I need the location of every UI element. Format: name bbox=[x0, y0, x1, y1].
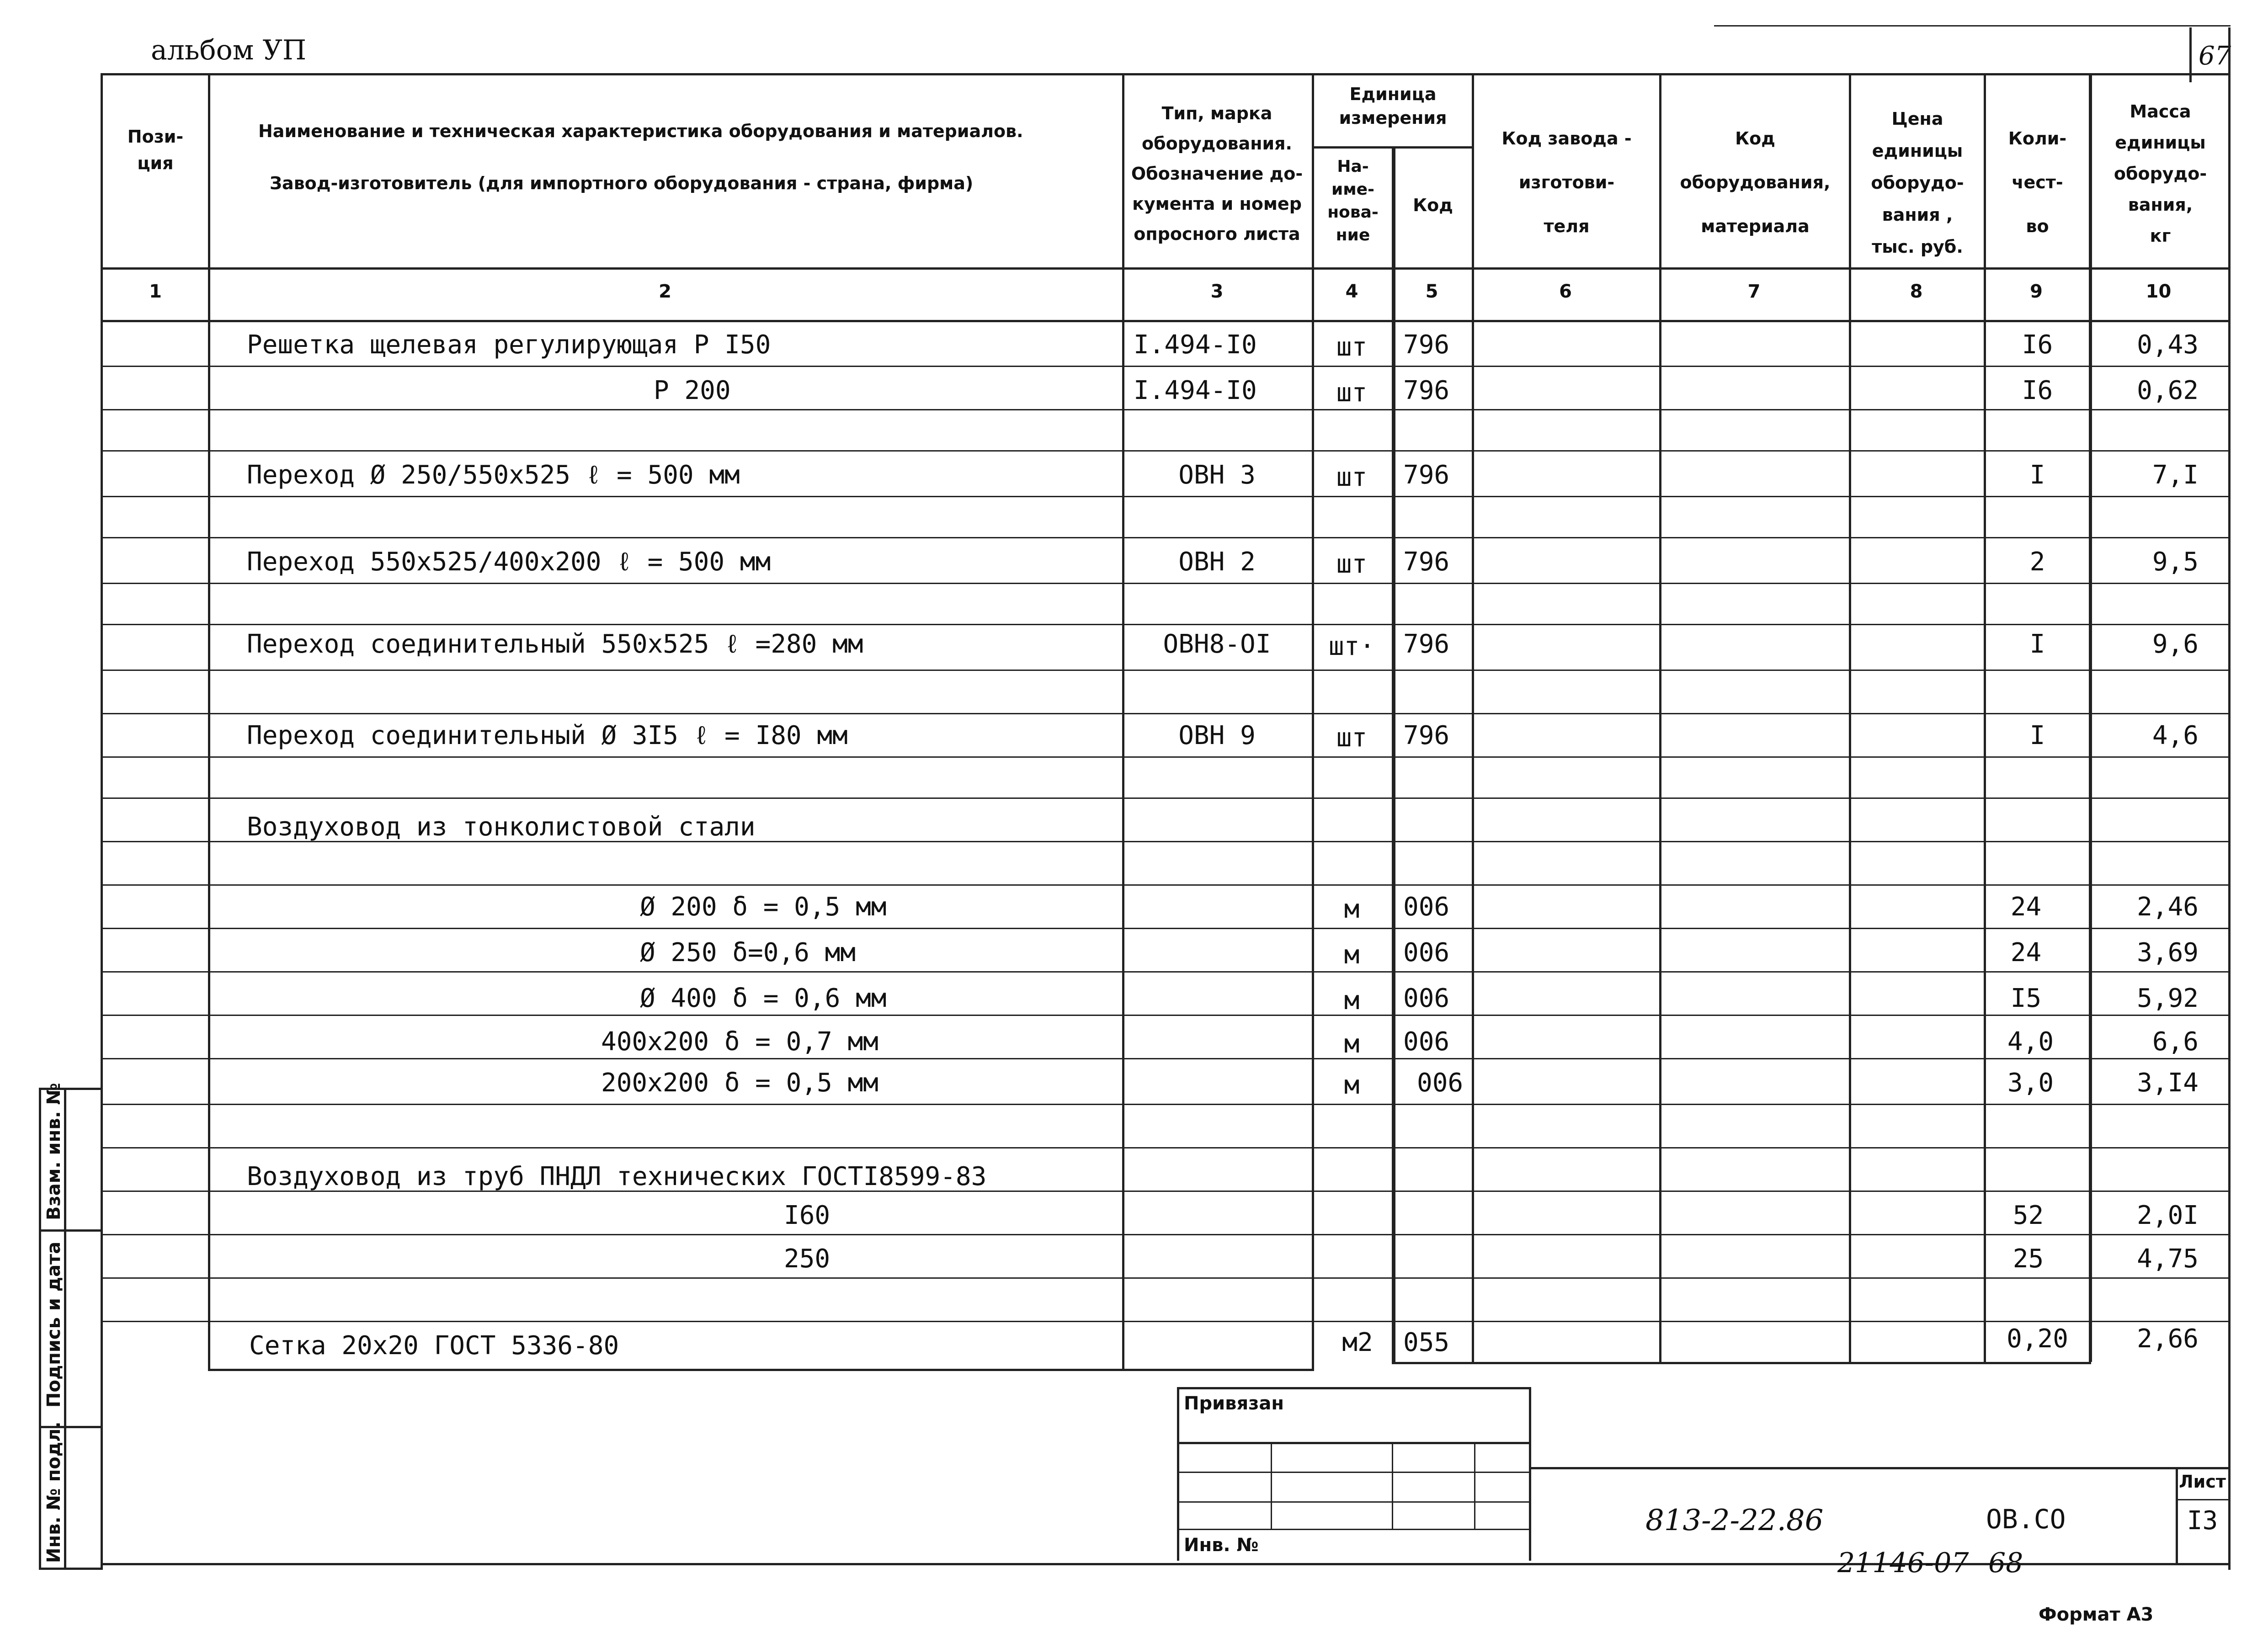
item-mass: 0,43 bbox=[2137, 330, 2199, 360]
item-name: Решетка щелевая регулирующая Р I50 bbox=[247, 330, 771, 360]
item-name: Ø 250 δ=0,6 мм bbox=[640, 938, 856, 968]
section-title: Воздуховод из труб ПНДЛ технических ГОСТI8599-83 bbox=[247, 1162, 987, 1191]
item-qty: I bbox=[2029, 629, 2045, 659]
item-mass: 3,69 bbox=[2137, 938, 2199, 968]
item-name: 400x200 δ = 0,7 мм bbox=[601, 1027, 878, 1057]
item-name: 200x200 δ = 0,5 мм bbox=[601, 1068, 878, 1098]
item-qty: 25 bbox=[2012, 1244, 2044, 1274]
header-name-line2: Завод-изготовитель (для импортного оборудования - страна, фирма) bbox=[270, 173, 974, 193]
item-qty: I bbox=[2029, 721, 2045, 750]
section-title: Воздуховод из тонколистовой стали bbox=[247, 812, 756, 842]
item-mass: 2,66 bbox=[2137, 1324, 2199, 1354]
item-code: 006 bbox=[1403, 1027, 1450, 1057]
item-qty: 4,0 bbox=[2007, 1027, 2054, 1057]
col-number: 8 bbox=[1910, 281, 1923, 302]
item-mass: 2,46 bbox=[2137, 892, 2199, 922]
item-code: 006 bbox=[1403, 983, 1450, 1013]
header-mass: Масса единицы оборудо- вания, кг bbox=[2114, 101, 2207, 246]
item-doc: ОВН 3 bbox=[1178, 460, 1256, 490]
item-code: 055 bbox=[1403, 1328, 1450, 1357]
item-name: Ø 400 δ = 0,6 мм bbox=[640, 983, 887, 1013]
item-name: Переход Ø 250/550x525 ℓ = 500 мм bbox=[247, 460, 740, 490]
item-name: Переход соединительный Ø 3I5 ℓ = I80 мм bbox=[247, 721, 848, 750]
header-price: Цена единицы оборудо- вания , тыс. руб. bbox=[1871, 109, 1964, 257]
item-code: 006 bbox=[1417, 1068, 1464, 1098]
item-qty: 52 bbox=[2012, 1201, 2044, 1230]
item-unit: м bbox=[1344, 986, 1360, 1015]
item-name: Переход соединительный 550x525 ℓ =280 мм bbox=[247, 629, 863, 659]
item-qty: I5 bbox=[2010, 983, 2042, 1013]
item-code: 006 bbox=[1403, 892, 1450, 922]
item-doc: ОВН8-ОI bbox=[1163, 629, 1271, 659]
stamp-designation: 813-2-22.86 bbox=[1645, 1504, 1824, 1537]
side-label-podpis: Подпись и дата bbox=[43, 1241, 64, 1408]
col-number: 7 bbox=[1747, 281, 1761, 302]
col-number: 2 bbox=[659, 281, 671, 302]
item-unit: шт bbox=[1336, 463, 1368, 492]
item-code: 796 bbox=[1403, 547, 1450, 577]
item-code: 796 bbox=[1403, 330, 1450, 360]
item-name: Переход 550x525/400x200 ℓ = 500 мм bbox=[247, 547, 771, 577]
header-equipment-code: Код оборудования, материала bbox=[1680, 128, 1831, 236]
page-corner-number: 67 bbox=[2199, 41, 2231, 71]
item-doc: ОВН 2 bbox=[1178, 547, 1256, 577]
item-qty: 24 bbox=[2010, 938, 2042, 968]
item-unit: шт bbox=[1336, 378, 1368, 408]
item-mass: 4,6 bbox=[2152, 721, 2199, 750]
item-qty: 2 bbox=[2029, 547, 2045, 577]
table-top-border bbox=[101, 73, 2231, 75]
header-position: Пози- ция bbox=[127, 127, 184, 173]
item-name: Ø 200 δ = 0,5 мм bbox=[640, 892, 887, 922]
col-number: 1 bbox=[149, 281, 162, 302]
item-qty: 3,0 bbox=[2007, 1068, 2054, 1098]
header-unit-code: Код bbox=[1413, 195, 1453, 215]
item-unit: шт bbox=[1336, 723, 1368, 753]
stamp-inv-no: Инв. № bbox=[1184, 1535, 1259, 1556]
item-unit: м bbox=[1344, 1029, 1360, 1059]
item-unit: м2 bbox=[1342, 1328, 1373, 1357]
col-number: 4 bbox=[1345, 281, 1358, 302]
item-mass: 9,6 bbox=[2152, 629, 2199, 659]
side-label-vzam: Взам. инв. № bbox=[43, 1083, 64, 1220]
col-number: 6 bbox=[1559, 281, 1572, 302]
header-type: Тип, марка оборудования. Обозначение до- кумента и номер опросного листа bbox=[1131, 103, 1303, 244]
stamp-code: ОВ.СО bbox=[1986, 1504, 2066, 1535]
item-mass: 5,92 bbox=[2137, 983, 2199, 1013]
col-number: 9 bbox=[2030, 281, 2043, 302]
item-doc: I.494-I0 bbox=[1134, 376, 1257, 405]
header-quantity: Коли- чест- во bbox=[2008, 128, 2067, 236]
item-qty: I6 bbox=[2022, 330, 2053, 360]
item-mass: 7,I bbox=[2152, 460, 2199, 490]
header-name-line1: Наименование и техническая характеристика оборудования и материалов. bbox=[258, 121, 1023, 141]
item-qty: I bbox=[2029, 460, 2045, 490]
header-unit: Единица измерения bbox=[1339, 84, 1447, 128]
item-unit: м bbox=[1344, 1070, 1360, 1100]
item-unit: шт bbox=[1336, 549, 1368, 579]
item-doc: I.494-I0 bbox=[1134, 330, 1257, 360]
item-name: I60 bbox=[784, 1201, 831, 1230]
table-left-border bbox=[101, 73, 103, 1570]
item-unit: м bbox=[1344, 894, 1360, 924]
item-unit: шт· bbox=[1328, 632, 1375, 661]
archive-number: 21146-07 bbox=[1837, 1547, 1969, 1579]
item-mass: 4,75 bbox=[2137, 1244, 2199, 1274]
side-label-inv: Инв. № подл. bbox=[43, 1421, 64, 1563]
format-label: Формат А3 bbox=[2039, 1604, 2154, 1625]
item-code: 796 bbox=[1403, 376, 1450, 405]
item-mass: 2,0I bbox=[2137, 1201, 2199, 1230]
table-right-border bbox=[2228, 73, 2231, 1570]
item-unit: м bbox=[1344, 940, 1360, 970]
item-mass: 0,62 bbox=[2137, 376, 2199, 405]
item-qty: I6 bbox=[2022, 376, 2053, 405]
item-unit: шт bbox=[1336, 332, 1368, 362]
stamp-list-label: Лист bbox=[2179, 1472, 2226, 1492]
item-name: Р 200 bbox=[654, 376, 731, 405]
stamp-privyazan: Привязан bbox=[1184, 1393, 1284, 1414]
stamp-list-number: I3 bbox=[2187, 1506, 2218, 1536]
item-doc: ОВН 9 bbox=[1178, 721, 1256, 750]
item-code: 006 bbox=[1403, 938, 1450, 968]
header-unit-name: На- име- нова- ние bbox=[1327, 157, 1379, 245]
item-code: 796 bbox=[1403, 629, 1450, 659]
item-qty: 0,20 bbox=[2007, 1324, 2068, 1354]
item-mass: 3,I4 bbox=[2137, 1068, 2199, 1098]
album-title: альбом УП bbox=[151, 34, 307, 66]
col-number: 3 bbox=[1210, 281, 1224, 302]
item-code: 796 bbox=[1403, 721, 1450, 750]
item-mass: 6,6 bbox=[2152, 1027, 2199, 1057]
archive-page: 68 bbox=[1988, 1547, 2023, 1579]
item-code: 796 bbox=[1403, 460, 1450, 490]
item-qty: 24 bbox=[2010, 892, 2042, 922]
col-number: 10 bbox=[2146, 281, 2172, 302]
col-number: 5 bbox=[1425, 281, 1438, 302]
item-name: 250 bbox=[784, 1244, 831, 1274]
item-mass: 9,5 bbox=[2152, 547, 2199, 577]
item-name: Сетка 20x20 ГОСТ 5336-80 bbox=[249, 1331, 619, 1361]
header-factory-code: Код завода - изготови- теля bbox=[1501, 128, 1632, 236]
